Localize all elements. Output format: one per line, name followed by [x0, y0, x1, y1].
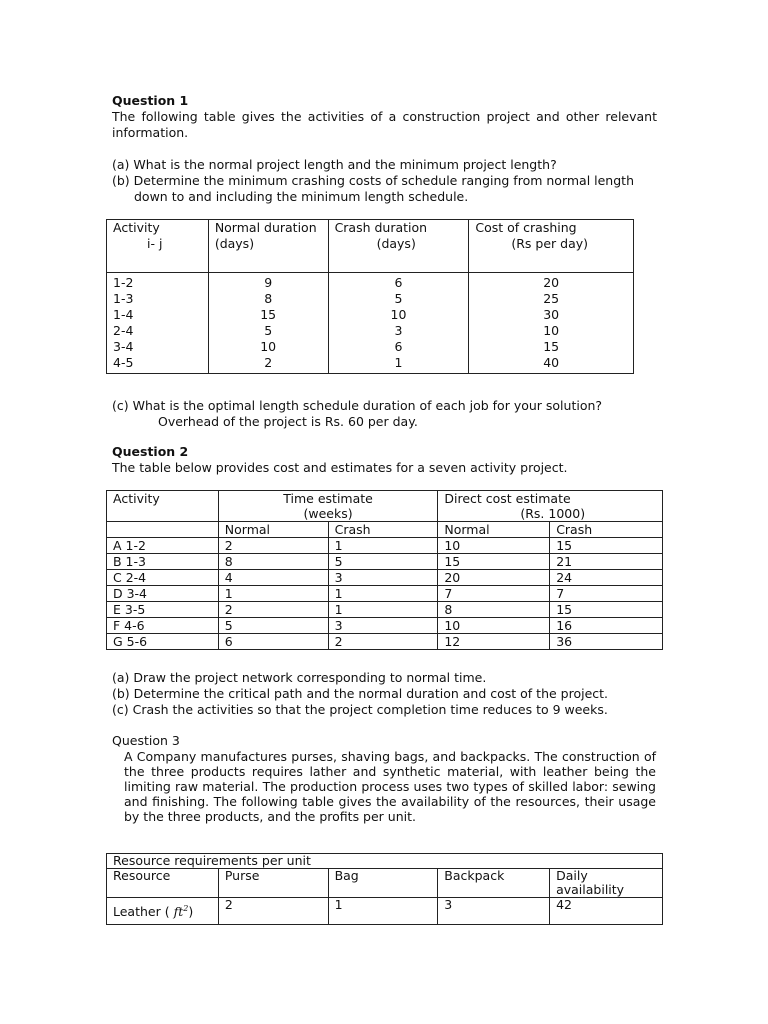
subheader-normal-cost: Normal	[438, 522, 550, 538]
question-2-title: Question 2	[112, 444, 189, 459]
table-row: C 2-4 4 3 20 24	[107, 570, 663, 586]
header-time-estimate: Time estimate (weeks)	[218, 491, 438, 522]
table-row: F 4-6 5 3 10 16	[107, 618, 663, 634]
header-cost-of-crashing: Cost of crashing (Rs per day)	[469, 220, 634, 273]
header-resource: Resource	[107, 869, 219, 898]
header-direct-cost-estimate: Direct cost estimate (Rs. 1000)	[438, 491, 663, 522]
question-2-table	[106, 490, 663, 650]
header-daily-availability: Daily availability	[550, 869, 663, 898]
subheader-crash-time: Crash	[328, 522, 438, 538]
table-row: D 3-4 1 1 7 7	[107, 586, 663, 602]
row-label-leather: Leather ( $ft^2$)	[107, 898, 219, 925]
table-row: 1-4 15 10 30	[107, 307, 634, 323]
table-row: A 1-2 2 1 10 15	[107, 538, 663, 554]
question-1-part-c-line2: Overhead of the project is Rs. 60 per day.	[158, 414, 418, 429]
table-row: 1-3 8 5 25	[107, 291, 634, 307]
question-1-part-c-line1: (c) What is the optimal length schedule duration of each job for your solution?	[112, 398, 603, 413]
question-1-title: Question 1	[112, 93, 189, 108]
table-row: B 1-3 8 5 15 21	[107, 554, 663, 570]
subheader-crash-cost: Crash	[550, 522, 663, 538]
question-2-part-c: (c) Crash the activities so that the project completion time reduces to 9 weeks.	[112, 702, 608, 717]
header-bag: Bag	[328, 869, 438, 898]
question-1-part-b-line2: down to and including the minimum length schedule.	[134, 189, 469, 204]
question-1-table	[106, 219, 634, 374]
table-row: 3-4 10 6 15	[107, 339, 634, 355]
table-row: G 5-6 6 2 12 36	[107, 634, 663, 650]
question-1-part-a: (a) What is the normal project length and the minimum project length?	[112, 157, 557, 172]
header-activity: Activity i- j	[107, 220, 209, 273]
table-row: 4-5 2 1 40	[107, 355, 634, 374]
table-caption: Resource requirements per unit	[107, 854, 663, 869]
header-purse: Purse	[218, 869, 328, 898]
header-activity: Activity	[107, 491, 219, 522]
question-1-part-b-line1: (b) Determine the minimum crashing costs of schedule ranging from normal length	[112, 173, 634, 188]
header-backpack: Backpack	[438, 869, 550, 898]
question-3-intro: A Company manufactures purses, shaving bags, and backpacks. The construction of the three products requires lather and synthetic material, with leather being the limiting raw material. The production process uses two types of skilled labor: sewing and finishing. The following table gives the availability of the resources, their usage by the three products, and the profits per unit.	[124, 749, 656, 824]
question-2-part-a: (a) Draw the project network corresponding to normal time.	[112, 670, 487, 685]
question-2-intro: The table below provides cost and estimates for a seven activity project.	[112, 460, 568, 475]
question-3-table	[106, 853, 663, 925]
question-2-part-b: (b) Determine the critical path and the normal duration and cost of the project.	[112, 686, 609, 701]
table-row: E 3-5 2 1 8 15	[107, 602, 663, 618]
header-crash-duration: Crash duration (days)	[328, 220, 469, 273]
table-row: 2-4 5 3 10	[107, 323, 634, 339]
table-row: 1-2 9 6 20	[107, 273, 634, 292]
table-row: Leather ( $ft^2$) 2 1 3 42	[107, 898, 663, 925]
question-1-intro: The following table gives the activities of a construction project and other relevant information.	[112, 109, 657, 140]
header-normal-duration: Normal duration (days)	[208, 220, 328, 273]
question-3-title: Question 3	[112, 733, 180, 748]
subheader-normal-time: Normal	[218, 522, 328, 538]
